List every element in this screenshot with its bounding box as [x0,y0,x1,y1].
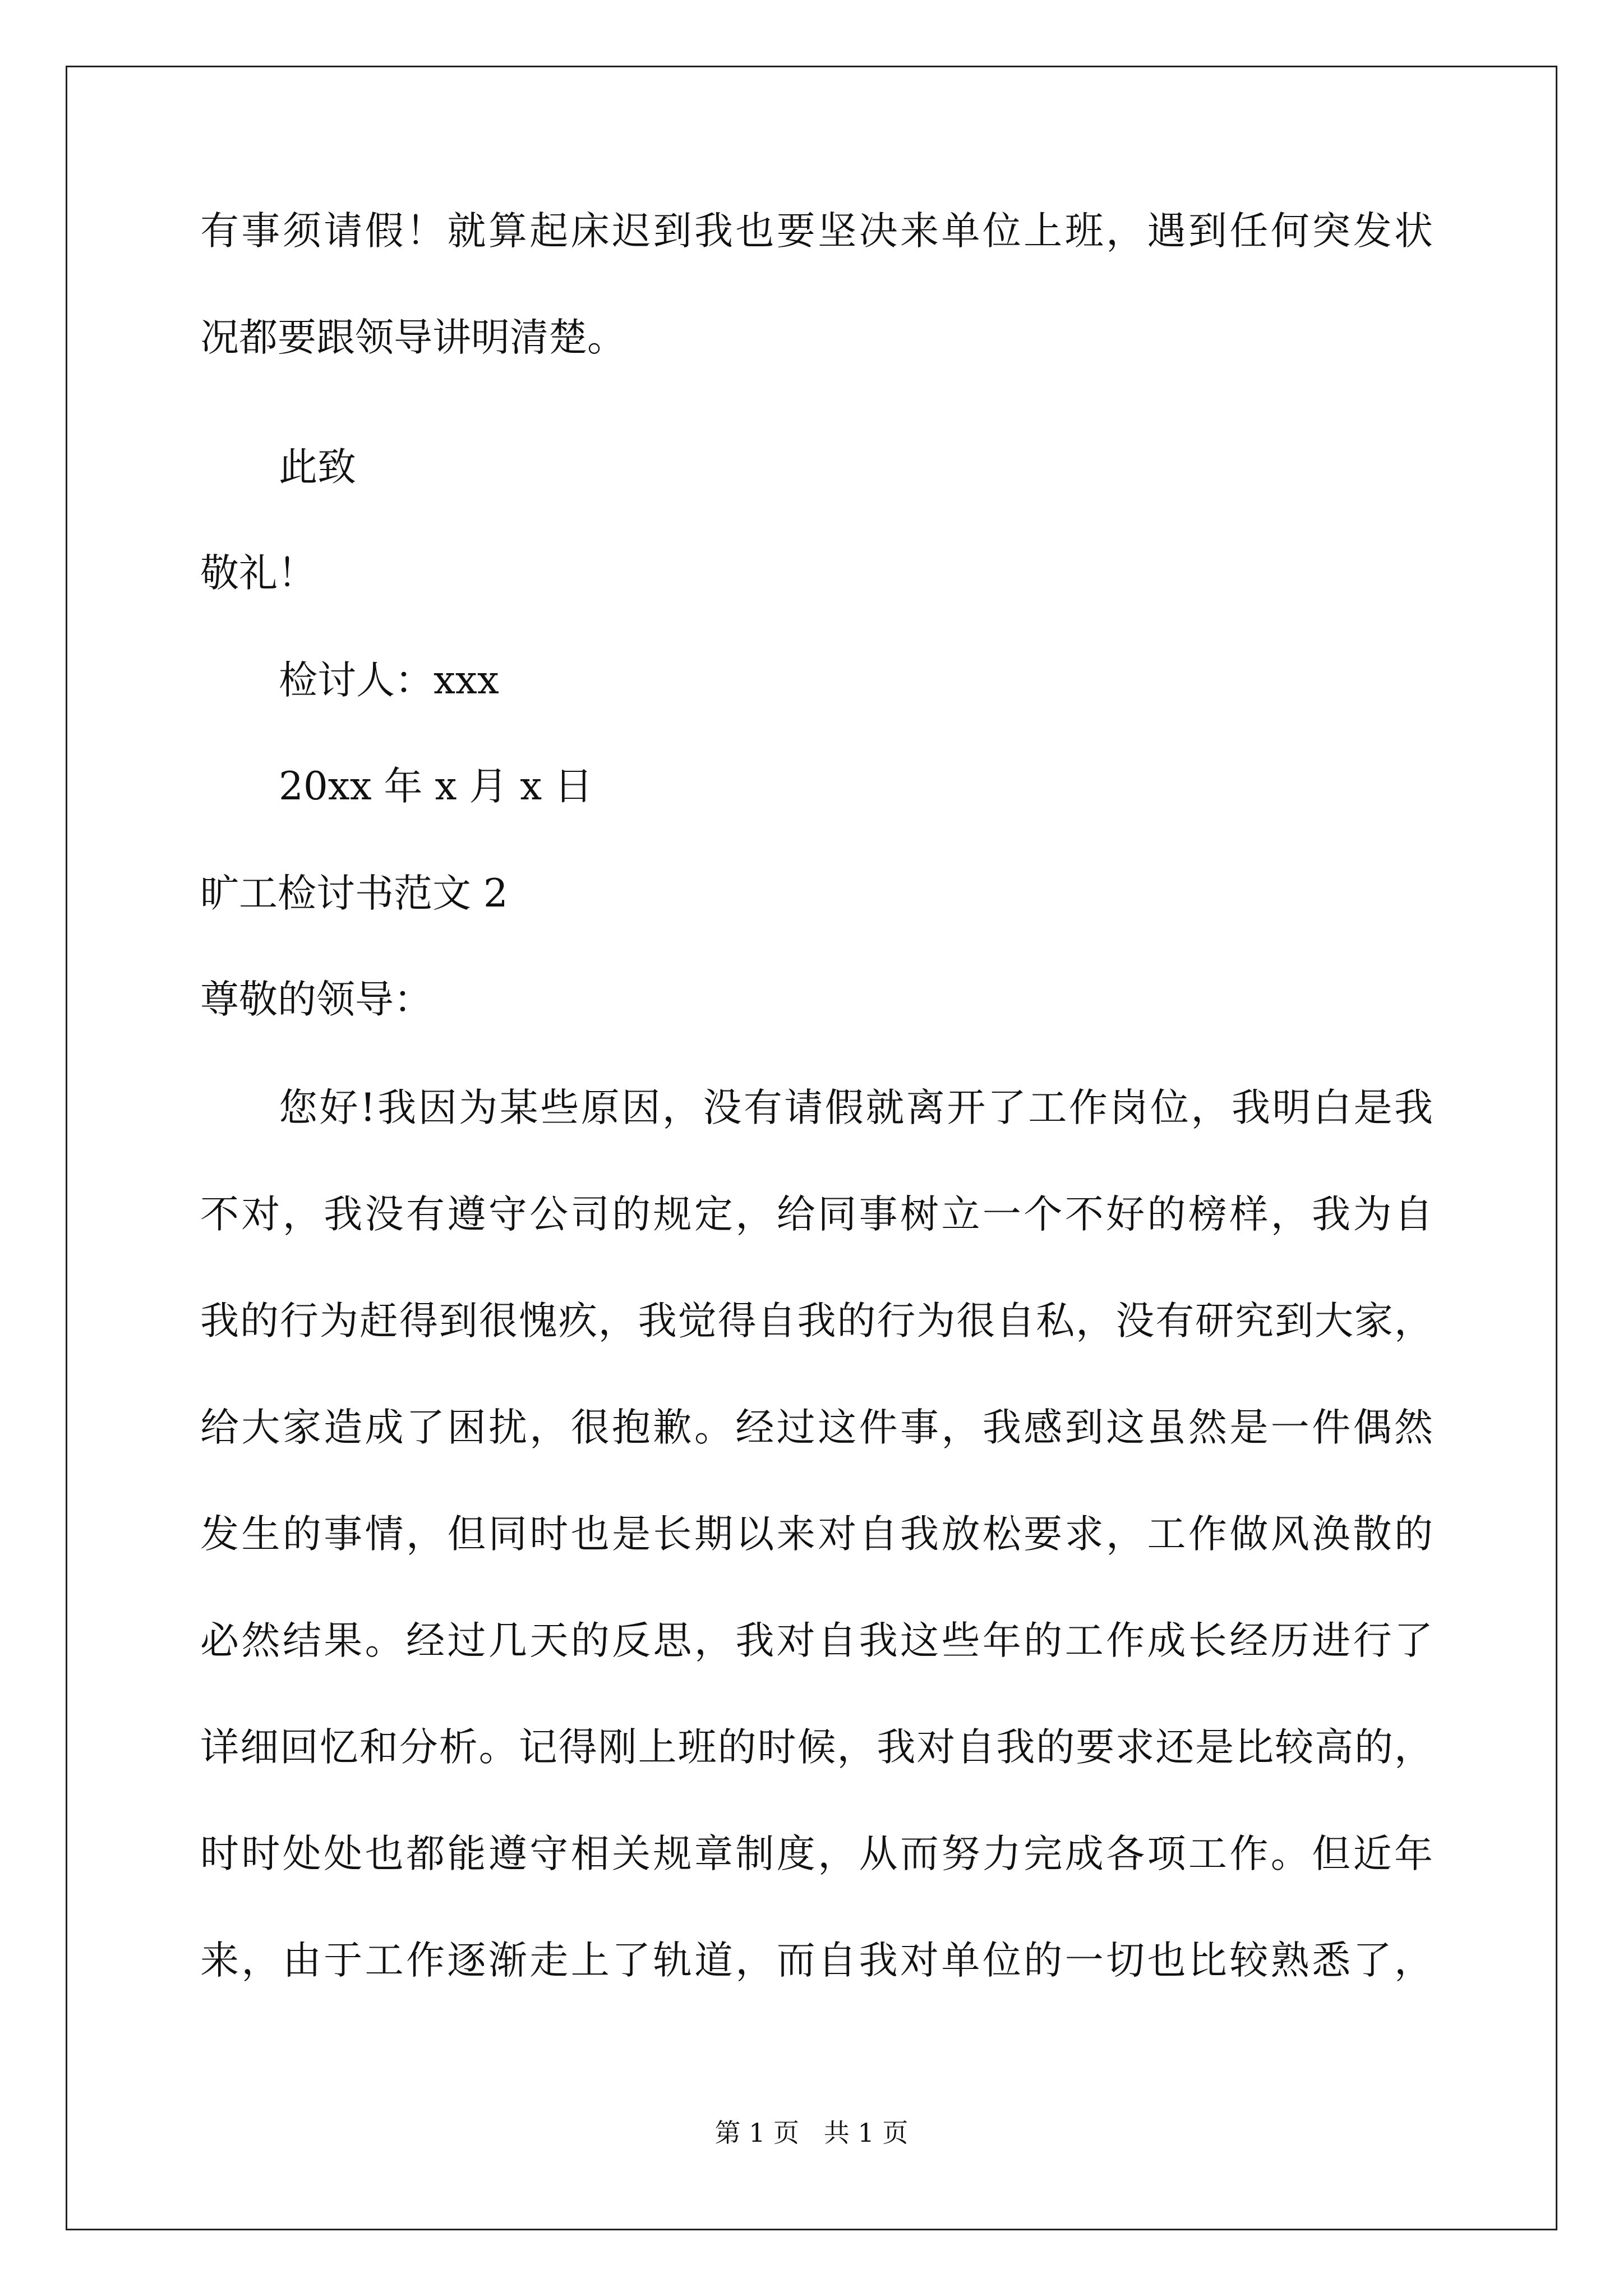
body-line-1: 有事须请假！就算起床迟到我也要坚决来单位上班，遇到任何突发状 [200,209,1433,254]
date-line: 20xx 年 x 月 x 日 [279,764,593,809]
paragraph-line-9: 来，由于工作逐渐走上了轨道，而自我对单位的一切也比较熟悉了， [200,1938,1433,1983]
body-line-2: 况都要跟领导讲明清楚。 [200,315,626,360]
paragraph-line-7: 详细回忆和分析。记得刚上班的时候，我对自我的要求还是比较高的， [200,1725,1433,1770]
paragraph-line-6: 必然结果。经过几天的反思，我对自我这些年的工作成长经历进行了 [200,1618,1433,1663]
paragraph-line-2: 不对，我没有遵守公司的规定，给同事树立一个不好的榜样，我为自 [200,1192,1433,1237]
page-footer: 第 1 页 共 1 页 [714,2118,909,2148]
paragraph-line-8: 时时处处也都能遵守相关规章制度，从而努力完成各项工作。但近年 [200,1832,1433,1876]
paragraph-line-4: 给大家造成了困扰，很抱歉。经过这件事，我感到这虽然是一件偶然 [200,1405,1433,1450]
page-border [66,66,1557,2230]
section-title: 旷工检讨书范文 2 [200,871,508,916]
closing-salutation: 此致 [279,445,356,490]
closing-regards: 敬礼！ [200,551,316,596]
paragraph-line-5: 发生的事情，但同时也是长期以来对自我放松要求，工作做风涣散的 [200,1512,1433,1557]
greeting: 尊敬的领导： [200,977,432,1022]
paragraph-line-3: 我的行为赶得到很愧疚，我觉得自我的行为很自私，没有研究到大家， [200,1299,1433,1343]
paragraph-line-1: 您好!我因为某些原因，没有请假就离开了工作岗位，我明白是我 [279,1085,1433,1130]
signer: 检讨人：xxx [279,658,499,703]
